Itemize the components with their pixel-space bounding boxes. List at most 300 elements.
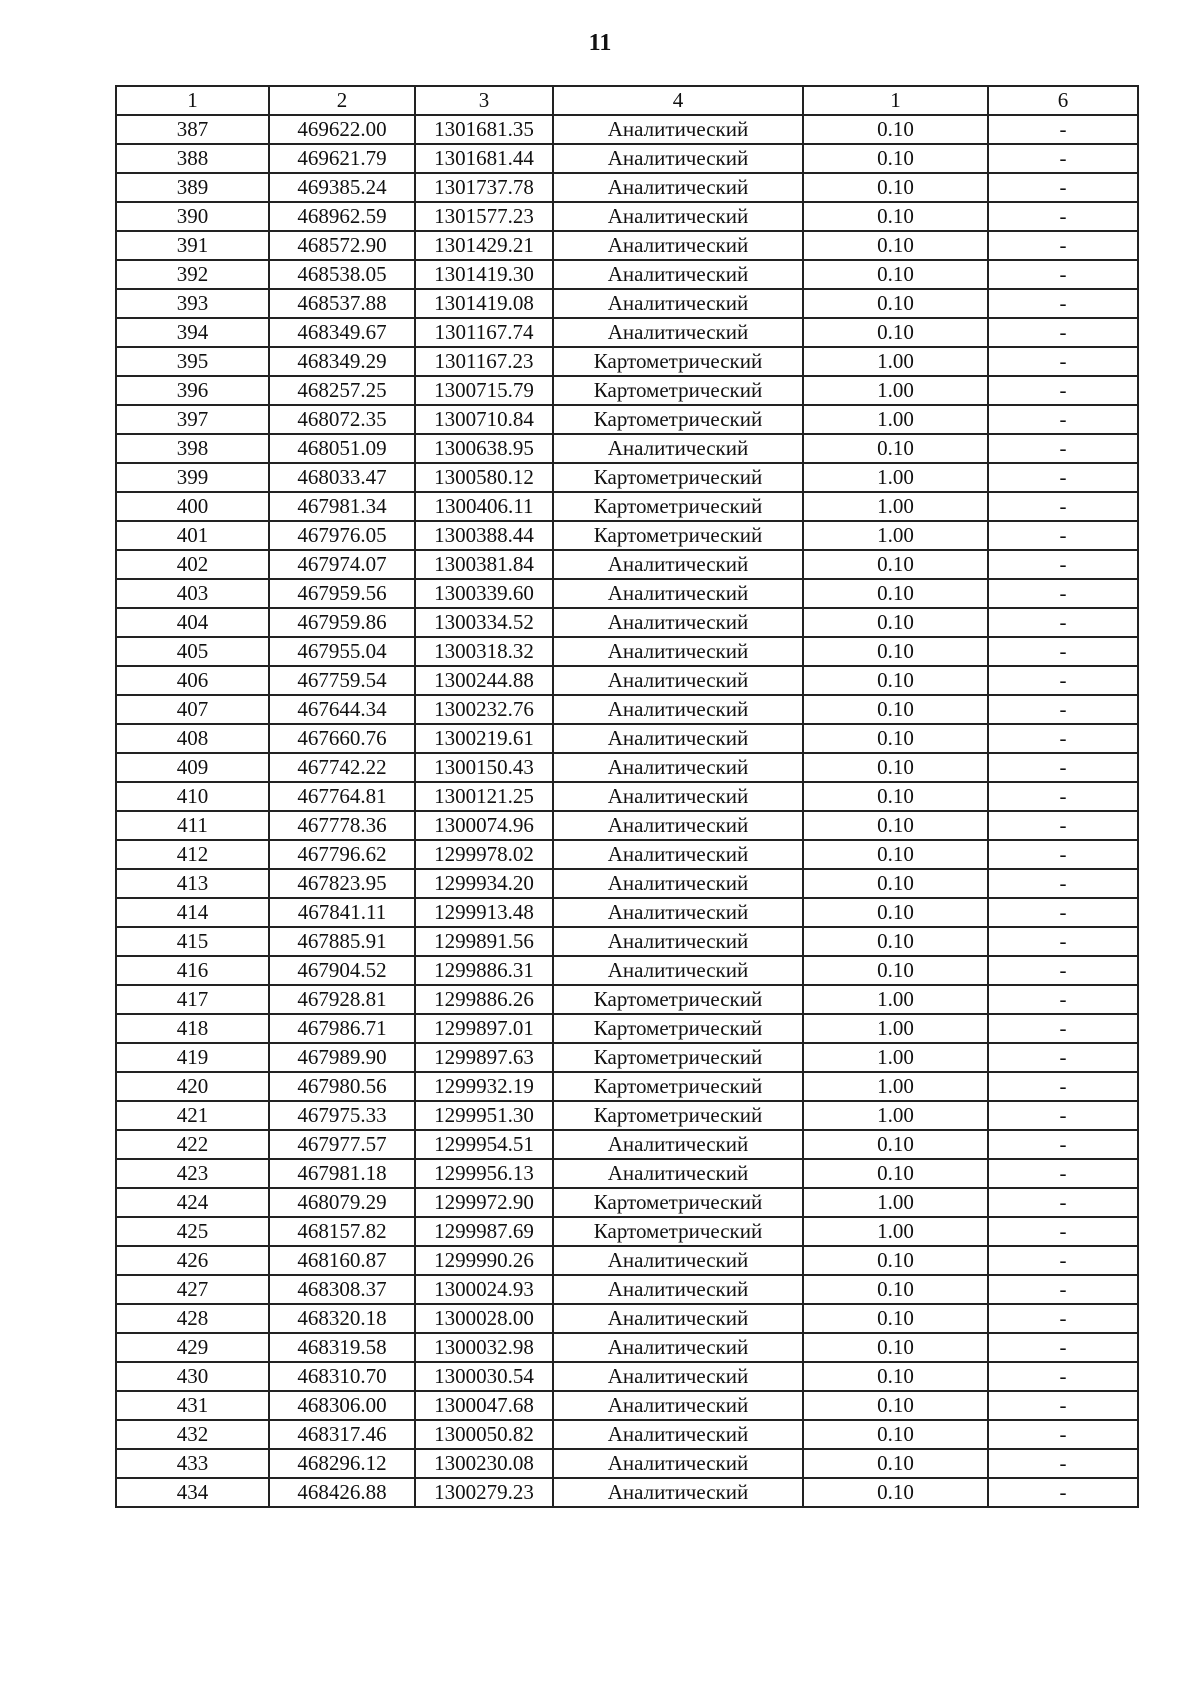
note-cell: - xyxy=(988,318,1138,347)
method-cell: Аналитический xyxy=(553,1333,803,1362)
header-cell-col2: 2 xyxy=(269,86,415,115)
note-cell: - xyxy=(988,985,1138,1014)
note-cell: - xyxy=(988,927,1138,956)
table-row xyxy=(116,869,1138,898)
point-number-cell: 410 xyxy=(116,782,269,811)
accuracy-cell: 0.10 xyxy=(803,1478,988,1507)
x-coordinate-cell: 468051.09 xyxy=(269,434,415,463)
method-cell: Аналитический xyxy=(553,956,803,985)
method-cell: Аналитический xyxy=(553,144,803,173)
x-coordinate-cell: 468308.37 xyxy=(269,1275,415,1304)
table-row xyxy=(116,376,1138,405)
x-coordinate-cell: 467989.90 xyxy=(269,1043,415,1072)
accuracy-cell: 1.00 xyxy=(803,1217,988,1246)
accuracy-cell: 0.10 xyxy=(803,927,988,956)
accuracy-cell: 0.10 xyxy=(803,434,988,463)
table-row xyxy=(116,1188,1138,1217)
accuracy-cell: 0.10 xyxy=(803,869,988,898)
table-row xyxy=(116,1014,1138,1043)
y-coordinate-cell: 1301167.74 xyxy=(415,318,553,347)
y-coordinate-cell: 1300121.25 xyxy=(415,782,553,811)
y-coordinate-cell: 1300230.08 xyxy=(415,1449,553,1478)
x-coordinate-cell: 467959.56 xyxy=(269,579,415,608)
method-cell: Картометрический xyxy=(553,1188,803,1217)
x-coordinate-cell: 467981.18 xyxy=(269,1159,415,1188)
x-coordinate-cell: 468310.70 xyxy=(269,1362,415,1391)
note-cell: - xyxy=(988,1014,1138,1043)
note-cell: - xyxy=(988,434,1138,463)
method-cell: Аналитический xyxy=(553,579,803,608)
accuracy-cell: 0.10 xyxy=(803,144,988,173)
accuracy-cell: 0.10 xyxy=(803,811,988,840)
table-row xyxy=(116,1130,1138,1159)
y-coordinate-cell: 1300279.23 xyxy=(415,1478,553,1507)
y-coordinate-cell: 1299932.19 xyxy=(415,1072,553,1101)
x-coordinate-cell: 469385.24 xyxy=(269,173,415,202)
note-cell: - xyxy=(988,173,1138,202)
y-coordinate-cell: 1299891.56 xyxy=(415,927,553,956)
x-coordinate-cell: 468320.18 xyxy=(269,1304,415,1333)
accuracy-cell: 0.10 xyxy=(803,318,988,347)
x-coordinate-cell: 467660.76 xyxy=(269,724,415,753)
y-coordinate-cell: 1299956.13 xyxy=(415,1159,553,1188)
accuracy-cell: 0.10 xyxy=(803,1391,988,1420)
y-coordinate-cell: 1300074.96 xyxy=(415,811,553,840)
accuracy-cell: 1.00 xyxy=(803,463,988,492)
table-row xyxy=(116,1391,1138,1420)
x-coordinate-cell: 467928.81 xyxy=(269,985,415,1014)
y-coordinate-cell: 1299913.48 xyxy=(415,898,553,927)
point-number-cell: 430 xyxy=(116,1362,269,1391)
point-number-cell: 413 xyxy=(116,869,269,898)
accuracy-cell: 1.00 xyxy=(803,1014,988,1043)
table-row xyxy=(116,434,1138,463)
note-cell: - xyxy=(988,376,1138,405)
point-number-cell: 425 xyxy=(116,1217,269,1246)
point-number-cell: 394 xyxy=(116,318,269,347)
point-number-cell: 390 xyxy=(116,202,269,231)
x-coordinate-cell: 467885.91 xyxy=(269,927,415,956)
method-cell: Картометрический xyxy=(553,492,803,521)
x-coordinate-cell: 468962.59 xyxy=(269,202,415,231)
method-cell: Картометрический xyxy=(553,1217,803,1246)
point-number-cell: 388 xyxy=(116,144,269,173)
note-cell: - xyxy=(988,753,1138,782)
point-number-cell: 405 xyxy=(116,637,269,666)
note-cell: - xyxy=(988,405,1138,434)
method-cell: Картометрический xyxy=(553,405,803,434)
table-body xyxy=(116,115,1138,1507)
note-cell: - xyxy=(988,347,1138,376)
table-row xyxy=(116,840,1138,869)
method-cell: Аналитический xyxy=(553,898,803,927)
note-cell: - xyxy=(988,1130,1138,1159)
note-cell: - xyxy=(988,1043,1138,1072)
table-row xyxy=(116,405,1138,434)
accuracy-cell: 0.10 xyxy=(803,753,988,782)
table-row xyxy=(116,956,1138,985)
accuracy-cell: 0.10 xyxy=(803,637,988,666)
method-cell: Аналитический xyxy=(553,666,803,695)
point-number-cell: 423 xyxy=(116,1159,269,1188)
y-coordinate-cell: 1300244.88 xyxy=(415,666,553,695)
y-coordinate-cell: 1300339.60 xyxy=(415,579,553,608)
x-coordinate-cell: 467986.71 xyxy=(269,1014,415,1043)
y-coordinate-cell: 1299987.69 xyxy=(415,1217,553,1246)
table-row xyxy=(116,318,1138,347)
x-coordinate-cell: 468426.88 xyxy=(269,1478,415,1507)
point-number-cell: 411 xyxy=(116,811,269,840)
accuracy-cell: 1.00 xyxy=(803,376,988,405)
accuracy-cell: 1.00 xyxy=(803,985,988,1014)
x-coordinate-cell: 468537.88 xyxy=(269,289,415,318)
x-coordinate-cell: 467976.05 xyxy=(269,521,415,550)
note-cell: - xyxy=(988,1275,1138,1304)
point-number-cell: 396 xyxy=(116,376,269,405)
point-number-cell: 428 xyxy=(116,1304,269,1333)
table-row xyxy=(116,1101,1138,1130)
y-coordinate-cell: 1299897.63 xyxy=(415,1043,553,1072)
y-coordinate-cell: 1301419.08 xyxy=(415,289,553,318)
note-cell: - xyxy=(988,637,1138,666)
y-coordinate-cell: 1301681.44 xyxy=(415,144,553,173)
table-row xyxy=(116,1449,1138,1478)
x-coordinate-cell: 467975.33 xyxy=(269,1101,415,1130)
table-row xyxy=(116,347,1138,376)
accuracy-cell: 0.10 xyxy=(803,1333,988,1362)
point-number-cell: 401 xyxy=(116,521,269,550)
y-coordinate-cell: 1300710.84 xyxy=(415,405,553,434)
accuracy-cell: 0.10 xyxy=(803,231,988,260)
y-coordinate-cell: 1300232.76 xyxy=(415,695,553,724)
table-row xyxy=(116,579,1138,608)
x-coordinate-cell: 467742.22 xyxy=(269,753,415,782)
point-number-cell: 421 xyxy=(116,1101,269,1130)
y-coordinate-cell: 1299886.31 xyxy=(415,956,553,985)
y-coordinate-cell: 1301167.23 xyxy=(415,347,553,376)
accuracy-cell: 0.10 xyxy=(803,260,988,289)
point-number-cell: 422 xyxy=(116,1130,269,1159)
accuracy-cell: 1.00 xyxy=(803,1101,988,1130)
y-coordinate-cell: 1300334.52 xyxy=(415,608,553,637)
note-cell: - xyxy=(988,608,1138,637)
table-row xyxy=(116,811,1138,840)
table-row xyxy=(116,1362,1138,1391)
method-cell: Аналитический xyxy=(553,724,803,753)
y-coordinate-cell: 1299951.30 xyxy=(415,1101,553,1130)
x-coordinate-cell: 468033.47 xyxy=(269,463,415,492)
accuracy-cell: 0.10 xyxy=(803,898,988,927)
table-row xyxy=(116,1420,1138,1449)
table-row xyxy=(116,1333,1138,1362)
method-cell: Картометрический xyxy=(553,1043,803,1072)
note-cell: - xyxy=(988,1217,1138,1246)
table-row xyxy=(116,608,1138,637)
y-coordinate-cell: 1299990.26 xyxy=(415,1246,553,1275)
table-row xyxy=(116,1275,1138,1304)
note-cell: - xyxy=(988,1391,1138,1420)
point-number-cell: 395 xyxy=(116,347,269,376)
point-number-cell: 432 xyxy=(116,1420,269,1449)
y-coordinate-cell: 1300030.54 xyxy=(415,1362,553,1391)
point-number-cell: 414 xyxy=(116,898,269,927)
x-coordinate-cell: 469622.00 xyxy=(269,115,415,144)
method-cell: Картометрический xyxy=(553,347,803,376)
accuracy-cell: 0.10 xyxy=(803,1159,988,1188)
x-coordinate-cell: 467955.04 xyxy=(269,637,415,666)
method-cell: Аналитический xyxy=(553,1130,803,1159)
y-coordinate-cell: 1300032.98 xyxy=(415,1333,553,1362)
method-cell: Картометрический xyxy=(553,376,803,405)
header-cell-col5: 1 xyxy=(803,86,988,115)
y-coordinate-cell: 1300715.79 xyxy=(415,376,553,405)
method-cell: Картометрический xyxy=(553,521,803,550)
y-coordinate-cell: 1299886.26 xyxy=(415,985,553,1014)
note-cell: - xyxy=(988,1333,1138,1362)
method-cell: Картометрический xyxy=(553,1072,803,1101)
accuracy-cell: 0.10 xyxy=(803,1275,988,1304)
table-row xyxy=(116,985,1138,1014)
table-row xyxy=(116,202,1138,231)
table-row xyxy=(116,1072,1138,1101)
method-cell: Аналитический xyxy=(553,550,803,579)
table-row xyxy=(116,492,1138,521)
accuracy-cell: 0.10 xyxy=(803,608,988,637)
x-coordinate-cell: 467759.54 xyxy=(269,666,415,695)
x-coordinate-cell: 468572.90 xyxy=(269,231,415,260)
accuracy-cell: 1.00 xyxy=(803,492,988,521)
x-coordinate-cell: 467644.34 xyxy=(269,695,415,724)
point-number-cell: 429 xyxy=(116,1333,269,1362)
x-coordinate-cell: 467796.62 xyxy=(269,840,415,869)
table-row xyxy=(116,231,1138,260)
table-row xyxy=(116,260,1138,289)
x-coordinate-cell: 468257.25 xyxy=(269,376,415,405)
point-number-cell: 433 xyxy=(116,1449,269,1478)
table-row xyxy=(116,463,1138,492)
point-number-cell: 419 xyxy=(116,1043,269,1072)
accuracy-cell: 0.10 xyxy=(803,289,988,318)
method-cell: Аналитический xyxy=(553,1391,803,1420)
point-number-cell: 403 xyxy=(116,579,269,608)
method-cell: Аналитический xyxy=(553,1362,803,1391)
header-cell-col6: 6 xyxy=(988,86,1138,115)
note-cell: - xyxy=(988,1449,1138,1478)
accuracy-cell: 1.00 xyxy=(803,1043,988,1072)
method-cell: Аналитический xyxy=(553,115,803,144)
method-cell: Аналитический xyxy=(553,260,803,289)
point-number-cell: 427 xyxy=(116,1275,269,1304)
x-coordinate-cell: 467977.57 xyxy=(269,1130,415,1159)
method-cell: Аналитический xyxy=(553,1304,803,1333)
y-coordinate-cell: 1300150.43 xyxy=(415,753,553,782)
method-cell: Аналитический xyxy=(553,927,803,956)
note-cell: - xyxy=(988,492,1138,521)
x-coordinate-cell: 468538.05 xyxy=(269,260,415,289)
table-row xyxy=(116,1217,1138,1246)
y-coordinate-cell: 1301577.23 xyxy=(415,202,553,231)
method-cell: Картометрический xyxy=(553,463,803,492)
accuracy-cell: 0.10 xyxy=(803,1304,988,1333)
header-cell-col4: 4 xyxy=(553,86,803,115)
method-cell: Аналитический xyxy=(553,1246,803,1275)
x-coordinate-cell: 467823.95 xyxy=(269,869,415,898)
x-coordinate-cell: 468079.29 xyxy=(269,1188,415,1217)
note-cell: - xyxy=(988,144,1138,173)
accuracy-cell: 1.00 xyxy=(803,405,988,434)
x-coordinate-cell: 469621.79 xyxy=(269,144,415,173)
y-coordinate-cell: 1299972.90 xyxy=(415,1188,553,1217)
point-number-cell: 418 xyxy=(116,1014,269,1043)
y-coordinate-cell: 1300024.93 xyxy=(415,1275,553,1304)
table-row xyxy=(116,782,1138,811)
x-coordinate-cell: 467778.36 xyxy=(269,811,415,840)
y-coordinate-cell: 1300388.44 xyxy=(415,521,553,550)
table-row xyxy=(116,289,1138,318)
accuracy-cell: 1.00 xyxy=(803,1072,988,1101)
accuracy-cell: 0.10 xyxy=(803,840,988,869)
point-number-cell: 398 xyxy=(116,434,269,463)
y-coordinate-cell: 1300318.32 xyxy=(415,637,553,666)
method-cell: Аналитический xyxy=(553,1478,803,1507)
x-coordinate-cell: 468319.58 xyxy=(269,1333,415,1362)
note-cell: - xyxy=(988,115,1138,144)
accuracy-cell: 0.10 xyxy=(803,782,988,811)
method-cell: Аналитический xyxy=(553,869,803,898)
accuracy-cell: 0.10 xyxy=(803,666,988,695)
point-number-cell: 408 xyxy=(116,724,269,753)
method-cell: Картометрический xyxy=(553,1101,803,1130)
y-coordinate-cell: 1300406.11 xyxy=(415,492,553,521)
accuracy-cell: 0.10 xyxy=(803,115,988,144)
y-coordinate-cell: 1301681.35 xyxy=(415,115,553,144)
accuracy-cell: 0.10 xyxy=(803,956,988,985)
point-number-cell: 416 xyxy=(116,956,269,985)
table-row xyxy=(116,1159,1138,1188)
x-coordinate-cell: 468317.46 xyxy=(269,1420,415,1449)
method-cell: Аналитический xyxy=(553,434,803,463)
accuracy-cell: 0.10 xyxy=(803,550,988,579)
method-cell: Аналитический xyxy=(553,173,803,202)
x-coordinate-cell: 468296.12 xyxy=(269,1449,415,1478)
coordinates-table xyxy=(115,85,1139,1508)
method-cell: Аналитический xyxy=(553,1159,803,1188)
point-number-cell: 406 xyxy=(116,666,269,695)
method-cell: Аналитический xyxy=(553,840,803,869)
point-number-cell: 397 xyxy=(116,405,269,434)
y-coordinate-cell: 1300219.61 xyxy=(415,724,553,753)
point-number-cell: 402 xyxy=(116,550,269,579)
table-row xyxy=(116,144,1138,173)
note-cell: - xyxy=(988,521,1138,550)
table-row xyxy=(116,927,1138,956)
table-row xyxy=(116,1043,1138,1072)
accuracy-cell: 0.10 xyxy=(803,724,988,753)
accuracy-cell: 1.00 xyxy=(803,521,988,550)
x-coordinate-cell: 467904.52 xyxy=(269,956,415,985)
accuracy-cell: 0.10 xyxy=(803,1130,988,1159)
table-row xyxy=(116,1478,1138,1507)
accuracy-cell: 0.10 xyxy=(803,173,988,202)
table-header xyxy=(116,86,1138,115)
header-row xyxy=(116,86,1138,115)
header-cell-col1: 1 xyxy=(116,86,269,115)
accuracy-cell: 0.10 xyxy=(803,1362,988,1391)
note-cell: - xyxy=(988,898,1138,927)
x-coordinate-cell: 468072.35 xyxy=(269,405,415,434)
note-cell: - xyxy=(988,1072,1138,1101)
accuracy-cell: 1.00 xyxy=(803,1188,988,1217)
table-row xyxy=(116,521,1138,550)
note-cell: - xyxy=(988,579,1138,608)
y-coordinate-cell: 1299897.01 xyxy=(415,1014,553,1043)
method-cell: Картометрический xyxy=(553,1014,803,1043)
method-cell: Аналитический xyxy=(553,811,803,840)
note-cell: - xyxy=(988,550,1138,579)
note-cell: - xyxy=(988,1159,1138,1188)
method-cell: Аналитический xyxy=(553,231,803,260)
note-cell: - xyxy=(988,724,1138,753)
note-cell: - xyxy=(988,1304,1138,1333)
table-row xyxy=(116,550,1138,579)
method-cell: Аналитический xyxy=(553,1449,803,1478)
point-number-cell: 404 xyxy=(116,608,269,637)
y-coordinate-cell: 1300638.95 xyxy=(415,434,553,463)
note-cell: - xyxy=(988,231,1138,260)
page-number: 11 xyxy=(588,30,612,56)
note-cell: - xyxy=(988,869,1138,898)
point-number-cell: 391 xyxy=(116,231,269,260)
x-coordinate-cell: 468349.67 xyxy=(269,318,415,347)
note-cell: - xyxy=(988,695,1138,724)
point-number-cell: 407 xyxy=(116,695,269,724)
note-cell: - xyxy=(988,202,1138,231)
point-number-cell: 400 xyxy=(116,492,269,521)
point-number-cell: 426 xyxy=(116,1246,269,1275)
point-number-cell: 399 xyxy=(116,463,269,492)
x-coordinate-cell: 467981.34 xyxy=(269,492,415,521)
point-number-cell: 431 xyxy=(116,1391,269,1420)
table-row xyxy=(116,1304,1138,1333)
method-cell: Аналитический xyxy=(553,782,803,811)
x-coordinate-cell: 467959.86 xyxy=(269,608,415,637)
y-coordinate-cell: 1299978.02 xyxy=(415,840,553,869)
table-row xyxy=(116,173,1138,202)
y-coordinate-cell: 1299954.51 xyxy=(415,1130,553,1159)
note-cell: - xyxy=(988,463,1138,492)
point-number-cell: 393 xyxy=(116,289,269,318)
accuracy-cell: 0.10 xyxy=(803,579,988,608)
note-cell: - xyxy=(988,840,1138,869)
note-cell: - xyxy=(988,956,1138,985)
note-cell: - xyxy=(988,1101,1138,1130)
x-coordinate-cell: 468157.82 xyxy=(269,1217,415,1246)
x-coordinate-cell: 467974.07 xyxy=(269,550,415,579)
y-coordinate-cell: 1300047.68 xyxy=(415,1391,553,1420)
note-cell: - xyxy=(988,1478,1138,1507)
x-coordinate-cell: 467764.81 xyxy=(269,782,415,811)
x-coordinate-cell: 468306.00 xyxy=(269,1391,415,1420)
note-cell: - xyxy=(988,289,1138,318)
point-number-cell: 420 xyxy=(116,1072,269,1101)
note-cell: - xyxy=(988,666,1138,695)
table-row xyxy=(116,898,1138,927)
point-number-cell: 389 xyxy=(116,173,269,202)
method-cell: Картометрический xyxy=(553,985,803,1014)
accuracy-cell: 0.10 xyxy=(803,202,988,231)
note-cell: - xyxy=(988,782,1138,811)
y-coordinate-cell: 1301429.21 xyxy=(415,231,553,260)
